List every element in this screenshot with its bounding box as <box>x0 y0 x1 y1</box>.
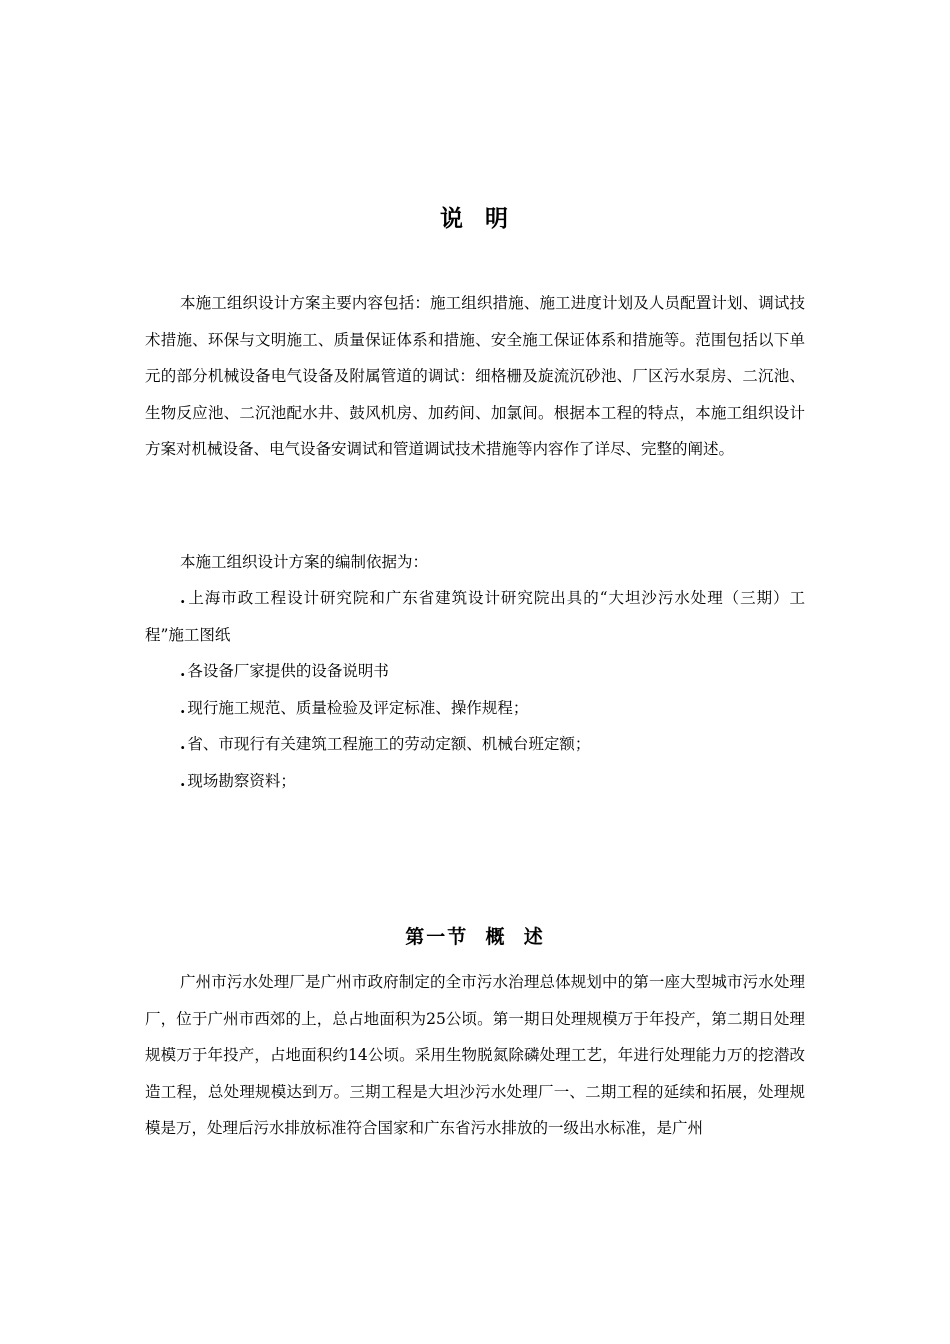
basis-item-text: 现行施工规范、质量检验及评定标准、操作规程； <box>187 698 529 717</box>
basis-item-text: 现场勘察资料； <box>187 771 296 790</box>
overview-paragraph: 广州市污水处理厂是广州市政府制定的全市污水治理总体规划中的第一座大型城市污水处理厂，位于广州市西郊的上，总占地面积为25公顷。第一期日处理规模万于年投产，第二期日处理规模万于年投产，占地面积约14公顷。采用生物脱氮除磷处理工艺，年进行处理能力万的挖潜改造工程，总处理规模达到万。三期工程是大坦沙污水处理厂一、二期工程的延续和拓展，处理规模是万，处理后污水排放标准符合国家和广东省污水排放的一级出水标准，是广州 <box>145 973 805 1138</box>
basis-list-item <box>145 653 805 690</box>
basis-list <box>145 580 805 800</box>
basis-item-text: 各设备厂家提供的设备说明书 <box>187 662 389 681</box>
list-bullet: . <box>180 734 186 754</box>
section-title-description: 说 明 <box>439 206 510 232</box>
basis-list-item <box>145 580 805 653</box>
list-bullet: . <box>180 661 186 681</box>
basis-item-text: 上海市政工程设计研究院和广东省建筑设计研究院出具的“大坦沙污水处理（三期）工程”施工图纸 <box>145 589 805 644</box>
list-bullet: . <box>180 697 186 717</box>
basis-list-item <box>145 690 805 727</box>
list-bullet: . <box>180 770 186 790</box>
basis-list-item <box>145 763 805 800</box>
basis-list-item <box>145 726 805 763</box>
basis-heading: 本施工组织设计方案的编制依据为： <box>180 553 429 571</box>
list-bullet: . <box>180 588 186 607</box>
intro-paragraph: 本施工组织设计方案主要内容包括：施工组织措施、施工进度计划及人员配置计划、调试技术措施、环保与文明施工、质量保证体系和措施、安全施工保证体系和措施等。范围包括以下单元的部分机械设备电气设备及附属管道的调试：细格栅及旋流沉砂池、厂区污水泵房、二沉池、生物反应池、二沉池配水井、鼓风机房、加药间、加氯间。根据本工程的特点，本施工组织设计方案对机械设备、电气设备安调试和管道调试技术措施等内容作了详尽、完整的阐述。 <box>145 294 805 459</box>
section-title-overview: 第一节 概 述 <box>405 926 545 948</box>
basis-item-text: 省、市现行有关建筑工程施工的劳动定额、机械台班定额； <box>187 735 591 754</box>
